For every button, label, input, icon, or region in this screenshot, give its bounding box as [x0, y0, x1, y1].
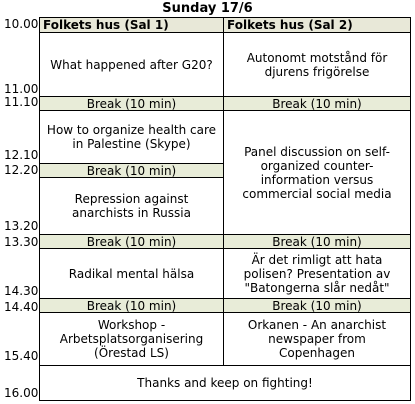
break-cell: Break (10 min)	[223, 96, 411, 111]
break-cell: Break (10 min)	[39, 298, 224, 313]
time-label: 11.00	[4, 82, 39, 96]
break-cell: Break (10 min)	[39, 96, 224, 111]
break-cell: Break (10 min)	[223, 298, 411, 313]
break-cell: Break (10 min)	[223, 234, 411, 249]
closing-message: Thanks and keep on fighting!	[39, 365, 411, 401]
time-label: 12.10	[4, 148, 39, 162]
column-header-sal1: Folkets hus (Sal 1)	[39, 17, 224, 33]
time-label: 16.00	[4, 386, 39, 400]
session-cell: Radikal mental hälsa	[39, 248, 224, 299]
session-cell: Workshop - Arbetsplatsorganisering (Örestad LS)	[39, 312, 224, 366]
session-cell: What happened after G20?	[39, 32, 224, 97]
time-label: 13.20	[4, 219, 39, 233]
time-label: 12.20	[4, 163, 39, 177]
time-label: 13.30	[4, 235, 39, 249]
break-cell: Break (10 min)	[39, 163, 224, 178]
time-label: 15.40	[4, 349, 39, 363]
time-label: 14.30	[4, 284, 39, 298]
time-label: 14.40	[4, 300, 39, 314]
session-cell: Autonomt motstånd för djurens frigörelse	[223, 32, 411, 97]
session-cell: How to organize health care in Palestine (Skype)	[39, 110, 224, 164]
day-title: Sunday 17/6	[162, 1, 253, 16]
session-cell: Orkanen - An anarchist newspaper from Copenhagen	[223, 312, 411, 366]
session-cell: Repression against anarchists in Russia	[39, 177, 224, 235]
time-label: 11.10	[4, 95, 39, 109]
time-label: 10.00	[4, 17, 39, 31]
break-cell: Break (10 min)	[39, 234, 224, 249]
column-header-sal2: Folkets hus (Sal 2)	[223, 17, 411, 33]
session-cell: Är det rimligt att hata polisen? Presentation av "Batongerna slår nedåt"	[223, 248, 411, 299]
session-cell: Panel discussion on self-organized counter-information versus commercial social media	[223, 110, 411, 235]
